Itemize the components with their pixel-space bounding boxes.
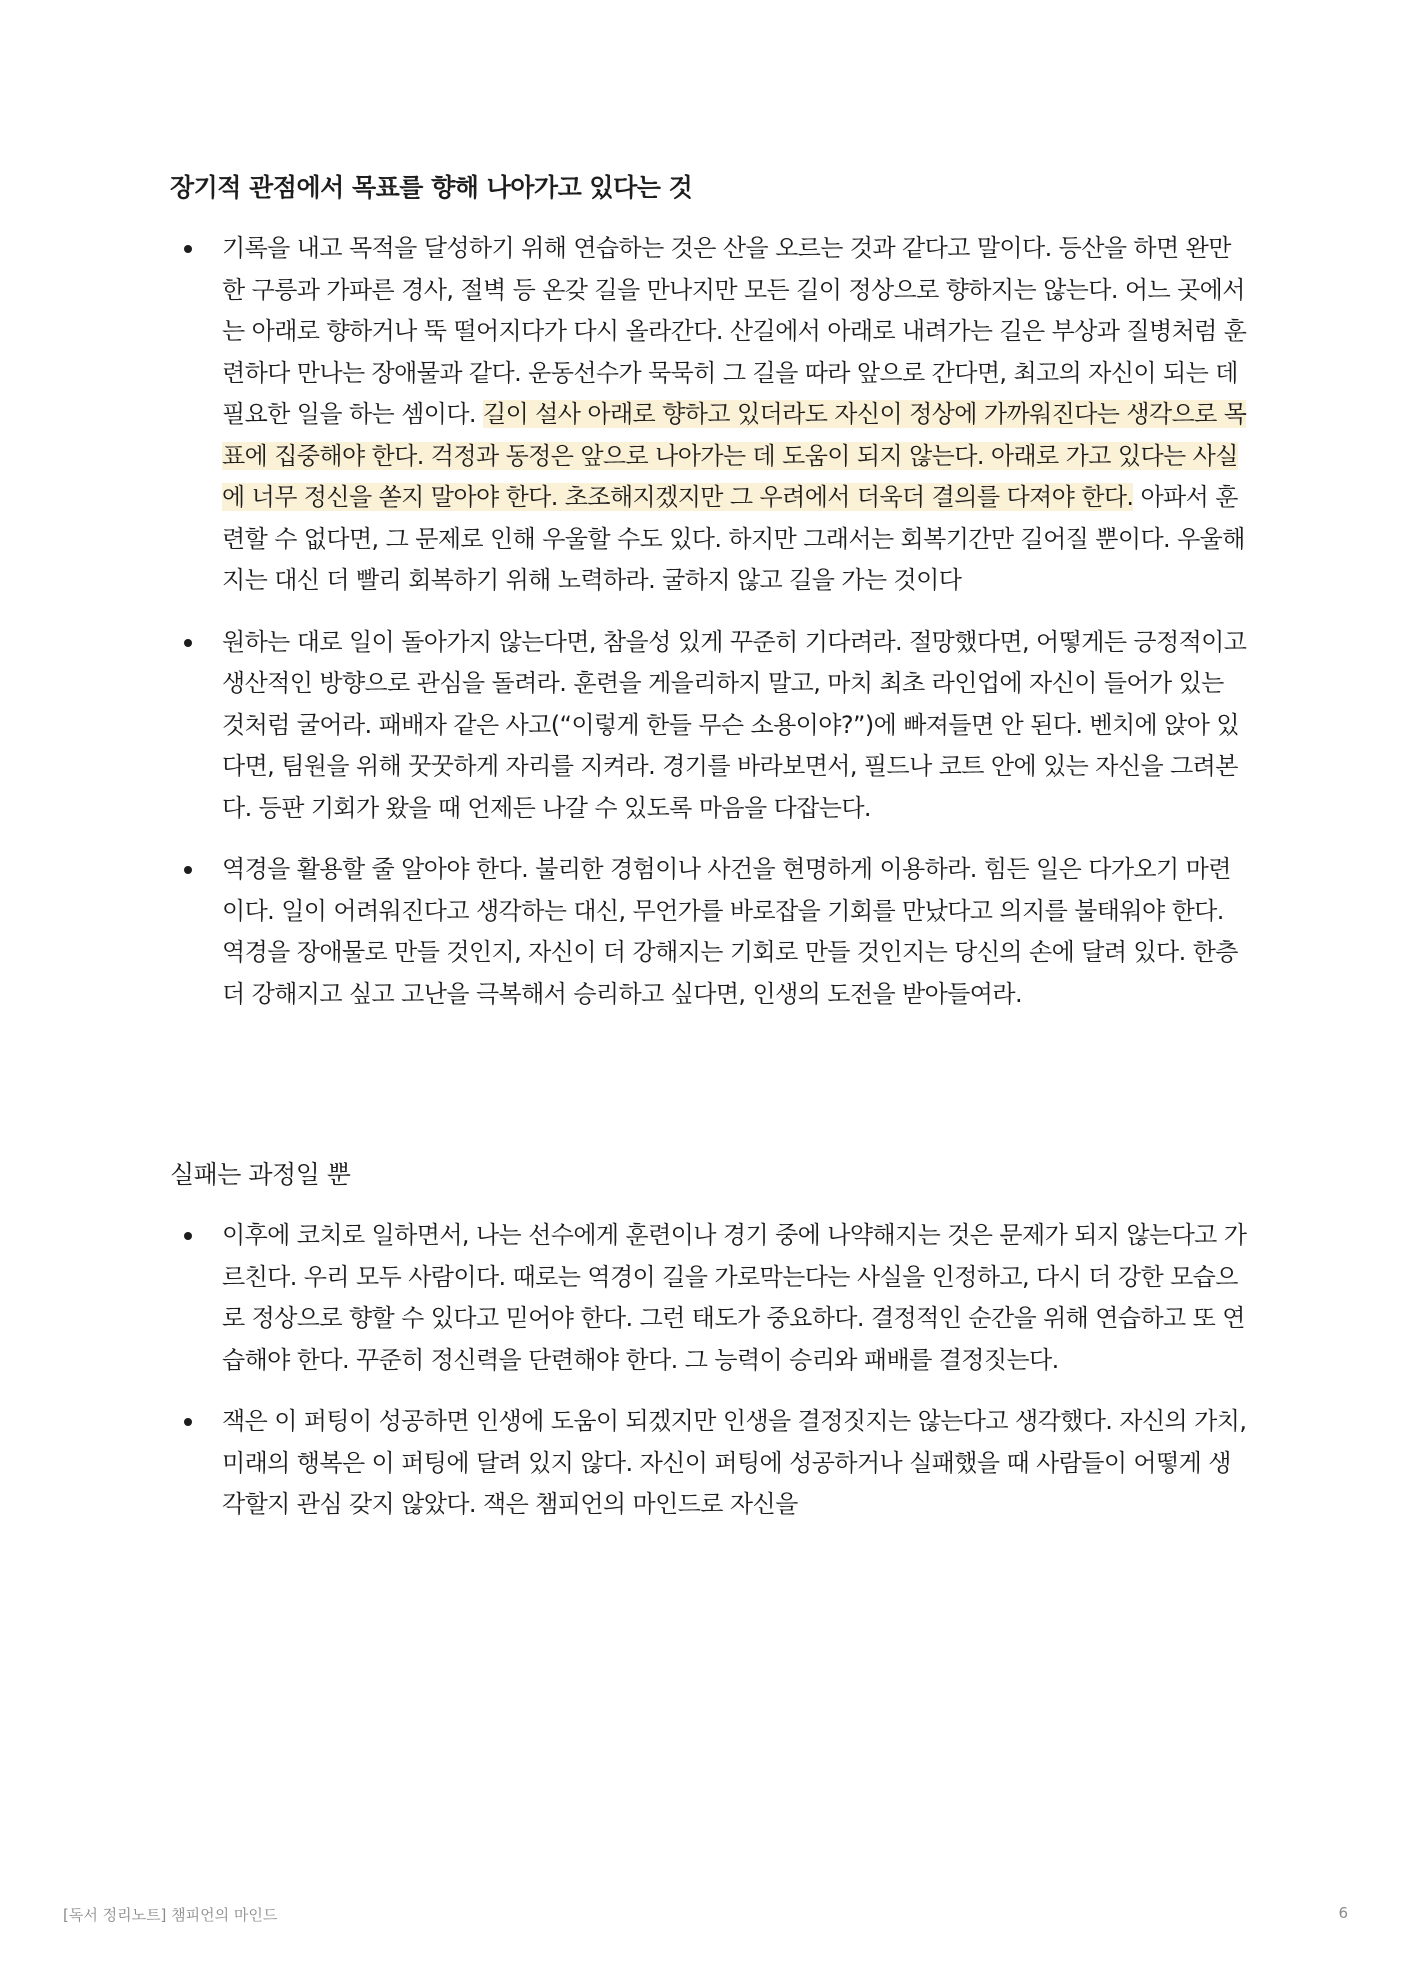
bullet-icon <box>184 245 192 253</box>
list-item <box>170 228 1250 602</box>
bullet-list-failure <box>170 1215 1250 1526</box>
bullet-icon <box>184 639 192 647</box>
footer-page-number: 6 <box>1338 1904 1348 1922</box>
paragraph-text: 아파서 훈련할 수 없다면, 그 문제로 인해 우울할 수도 있다. 하지만 그래서는 회복기간만 길어질 뿐이다. 우울해지는 대신 더 빨리 회복하기 위해 노력하라. 굴하지 않고 길을 가는 것이다 <box>222 483 1245 594</box>
list-item <box>170 1401 1250 1526</box>
paragraph-text: 원하는 대로 일이 돌아가지 않는다면, 참을성 있게 꾸준히 기다려라. 절망했다면, 어떻게든 긍정적이고 생산적인 방향으로 관심을 돌려라. 훈련을 게을리하지 말고, 마치 최초 라인업에 자신이 들어가 있는 것처럼 굴어라. 패배자 같은 사고(“이렇게 한들 무슨 소용이야?”)에 빠져들면 안 된다. 벤치에 앉아 있다면, 팀원을 위해 꿋꿋하게 자리를 지켜라. 경기를 바라보면서, 필드나 코트 안에 있는 자신을 그려본다. 등판 기회가 왔을 때 언제든 나갈 수 있도록 마음을 다잡는다. <box>222 627 1247 822</box>
page-content <box>170 168 1250 1546</box>
footer-document-title: [독서 정리노트] 챔피언의 마인드 <box>63 1906 278 1924</box>
bullet-icon <box>184 1232 192 1240</box>
section-spacer <box>170 1035 1250 1155</box>
bullet-icon <box>184 866 192 874</box>
list-item <box>170 1215 1250 1381</box>
section-heading-failure: 실패는 과정일 뿐 <box>170 1160 351 1189</box>
bullet-list-long-term <box>170 228 1250 1015</box>
highlighted-text: 길이 설사 아래로 향하고 있더라도 자신이 정상에 가까워진다는 생각으로 목표에 집중해야 한다. 걱정과 동정은 앞으로 나아가는 데 도움이 되지 않는다. 아래로 가고 있다는 사실에 너무 정신을 쏟지 말아야 한다. 초조해지겠지만 그 우려에서 더욱더 결의를 다져야 한다. <box>222 400 1247 511</box>
paragraph-text: 기록을 내고 목적을 달성하기 위해 연습하는 것은 산을 오르는 것과 같다고 말이다. 등산을 하면 완만한 구릉과 가파른 경사, 절벽 등 온갖 길을 만나지만 모든 길이 정상으로 향하지는 않는다. 어느 곳에서는 아래로 향하거나 뚝 떨어지다가 다시 올라간다. 산길에서 아래로 내려가는 길은 부상과 질병처럼 훈련하다 만나는 장애물과 같다. 운동선수가 묵묵히 그 길을 따라 앞으로 간다면, 최고의 자신이 되는 데 필요한 일을 하는 셈이다. <box>222 234 1247 428</box>
paragraph-text: 이후에 코치로 일하면서, 나는 선수에게 훈련이나 경기 중에 나약해지는 것은 문제가 되지 않는다고 가르친다. 우리 모두 사람이다. 때로는 역경이 길을 가로막는다는 사실을 인정하고, 다시 더 강한 모습으로 정상으로 향할 수 있다고 믿어야 한다. 그런 태도가 중요하다. 결정적인 순간을 위해 연습하고 또 연습해야 한다. 꾸준히 정신력을 단련해야 한다. 그 능력이 승리와 패배를 결정짓는다. <box>222 1221 1247 1374</box>
paragraph-text: 역경을 활용할 줄 알아야 한다. 불리한 경험이나 사건을 현명하게 이용하라. 힘든 일은 다가오기 마련이다. 일이 어려워진다고 생각하는 대신, 무언가를 바로잡을 기회를 만났다고 의지를 불태워야 한다. 역경을 장애물로 만들 것인지, 자신이 더 강해지는 기회로 만들 것인지는 당신의 손에 달려 있다. 한층 더 강해지고 싶고 고난을 극복해서 승리하고 싶다면, 인생의 도전을 받아들여라. <box>222 855 1238 1008</box>
list-item <box>170 849 1250 1015</box>
paragraph-text: 잭은 이 퍼팅이 성공하면 인생에 도움이 되겠지만 인생을 결정짓지는 않는다고 생각했다. 자신의 가치, 미래의 행복은 이 퍼팅에 달려 있지 않다. 자신이 퍼팅에 성공하거나 실패했을 때 사람들이 어떻게 생각할지 관심 갖지 않았다. 잭은 챔피언의 마인드로 자신을 <box>222 1407 1247 1518</box>
list-item <box>170 622 1250 830</box>
bullet-icon <box>184 1418 192 1426</box>
section-heading-long-term: 장기적 관점에서 목표를 향해 나아가고 있다는 것 <box>170 173 693 202</box>
